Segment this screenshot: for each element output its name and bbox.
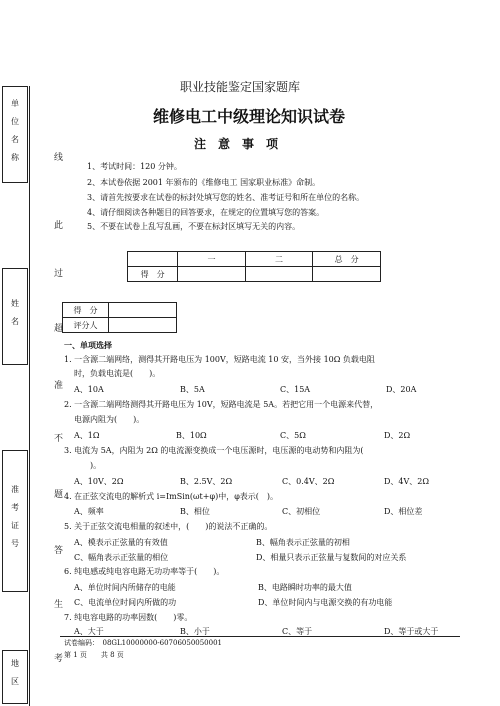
question-stem: )。	[90, 461, 102, 470]
grader-score-cell[interactable]	[109, 303, 177, 318]
score-cell-total[interactable]	[313, 267, 381, 282]
unit-name-box[interactable]	[2, 86, 28, 183]
option-a[interactable]: A、10A	[74, 385, 104, 394]
score-header-blank	[128, 252, 178, 267]
score-header-1: 一	[178, 252, 246, 267]
exam-id-label: 准考证号	[10, 485, 20, 557]
option-b[interactable]: B、2.5V、2Ω	[180, 477, 233, 486]
option-d[interactable]: D、等于或大于	[384, 627, 439, 636]
option-a[interactable]: A、10V、2Ω	[74, 477, 124, 486]
question-stem: 5. 关于正弦交流电相量的叙述中，( )的说法不正确的。	[64, 522, 273, 531]
exam-title: 维修电工中级理论知识试卷	[153, 107, 346, 126]
option-d[interactable]: D、相量只表示正弦量与复数间的对应关系	[256, 553, 407, 562]
score-table	[127, 251, 381, 282]
score-header-2: 二	[245, 252, 313, 267]
seal-char: 此	[54, 221, 64, 231]
option-a[interactable]: A、大于	[74, 627, 104, 636]
question-stem: 时，负载电流是( )。	[74, 369, 161, 378]
option-c[interactable]: C、等于	[282, 627, 313, 636]
region-label: 地区	[10, 659, 20, 695]
seal-char: 超	[54, 324, 64, 334]
option-d[interactable]: D、单位时间内与电源交换的有功电能	[258, 598, 393, 607]
seal-char: 题	[54, 490, 64, 500]
region-box[interactable]	[2, 650, 28, 704]
grader-name-label: 评分人	[63, 318, 109, 333]
notice-item: 2、本试卷依据 2001 年颁布的《维修电工 国家职业标准》命制。	[87, 178, 321, 187]
option-a[interactable]: A、模表示正弦量的有效值	[74, 538, 168, 547]
grader-name-cell[interactable]	[109, 318, 177, 333]
score-row-label: 得 分	[128, 267, 178, 282]
question-stem: 1. 一含源二端网络，测得其开路电压为 100V，短路电流 10 安，当外接 10Ω 负载电阻	[64, 355, 375, 364]
question-stem: 2. 一含源二端网络测得其开路电压为 10V，短路电流是 5A。若把它用一个电源来代替，	[64, 400, 379, 409]
question-stem: 6. 纯电感或纯电容电路无功功率等于( )。	[64, 567, 225, 576]
unit-name-label: 单位名称	[10, 98, 20, 171]
question-stem: 7. 纯电容电路的功率因数( )零。	[64, 613, 193, 622]
score-cell-2[interactable]	[245, 267, 313, 282]
section-title: 一、单项选择	[64, 341, 112, 350]
option-b[interactable]: B、10Ω	[176, 431, 207, 440]
seal-char: 生	[54, 600, 64, 610]
option-c[interactable]: C、电流单位时间内所做的功	[74, 598, 177, 607]
option-a[interactable]: A、1Ω	[74, 431, 100, 440]
vertical-rule	[29, 86, 30, 706]
notice-item: 1、考试时间：120 分钟。	[87, 162, 182, 171]
option-b[interactable]: B、5A	[180, 385, 205, 394]
option-d[interactable]: D、相位差	[384, 507, 423, 516]
option-b[interactable]: B、幅角表示正弦量的初相	[256, 538, 350, 547]
name-box[interactable]	[2, 268, 28, 365]
question-stem: 4. 在正弦交流电的解析式 i=ImSin(ωt+φ)中，φ表示( )。	[64, 492, 279, 501]
option-d[interactable]: D、2Ω	[384, 431, 411, 440]
score-cell-1[interactable]	[178, 267, 246, 282]
seal-char: 准	[54, 381, 64, 391]
paper-code: 试卷编码： 08GL10000000-60706050050001	[64, 639, 222, 647]
score-header-total: 总 分	[313, 252, 381, 267]
question-bank-title: 职业技能鉴定国家题库	[180, 80, 301, 94]
grader-score-label: 得 分	[63, 303, 109, 318]
seal-char: 过	[54, 269, 64, 279]
footer-rule	[60, 636, 460, 637]
option-b[interactable]: B、相位	[180, 507, 210, 516]
option-a[interactable]: A、频率	[74, 507, 104, 516]
name-label: 姓名	[10, 298, 20, 335]
option-d[interactable]: D、4V、2Ω	[384, 477, 430, 486]
option-c[interactable]: C、5Ω	[280, 431, 306, 440]
option-c[interactable]: C、初相位	[282, 507, 321, 516]
question-stem: 电源内阻为( )。	[74, 415, 145, 424]
seal-char: 线	[54, 153, 64, 163]
seal-char: 考	[54, 654, 64, 664]
seal-char: 不	[54, 434, 64, 444]
option-c[interactable]: C、15A	[280, 385, 311, 394]
option-c[interactable]: C、幅角表示正弦量的相位	[74, 553, 169, 562]
grader-table	[62, 302, 177, 333]
notice-title: 注 意 事 项	[194, 137, 279, 151]
seal-char: 答	[54, 546, 64, 556]
option-b[interactable]: B、电路瞬时功率的最大值	[258, 583, 352, 592]
notice-item: 3、请首先按要求在试卷的标封处填写您的姓名、准考证号和所在单位的名称。	[87, 193, 365, 202]
notice-item: 4、请仔细阅读各种题目的回答要求，在规定的位置填写您的答案。	[87, 208, 325, 217]
option-c[interactable]: C、0.4V、2Ω	[282, 477, 335, 486]
option-d[interactable]: D、20A	[386, 385, 417, 394]
question-stem: 3. 电流为 5A，内阻为 2Ω 的电流源变换成一个电压源时，电压源的电动势和内阻为(	[64, 446, 364, 455]
page-number: 第 1 页 共 8 页	[64, 651, 124, 659]
option-b[interactable]: B、小于	[180, 627, 210, 636]
exam-id-box[interactable]	[2, 450, 28, 592]
option-a[interactable]: A、单位时间内所储存的电能	[74, 583, 176, 592]
notice-item: 5、不要在试卷上乱写乱画，不要在标封区填写无关的内容。	[87, 222, 301, 231]
